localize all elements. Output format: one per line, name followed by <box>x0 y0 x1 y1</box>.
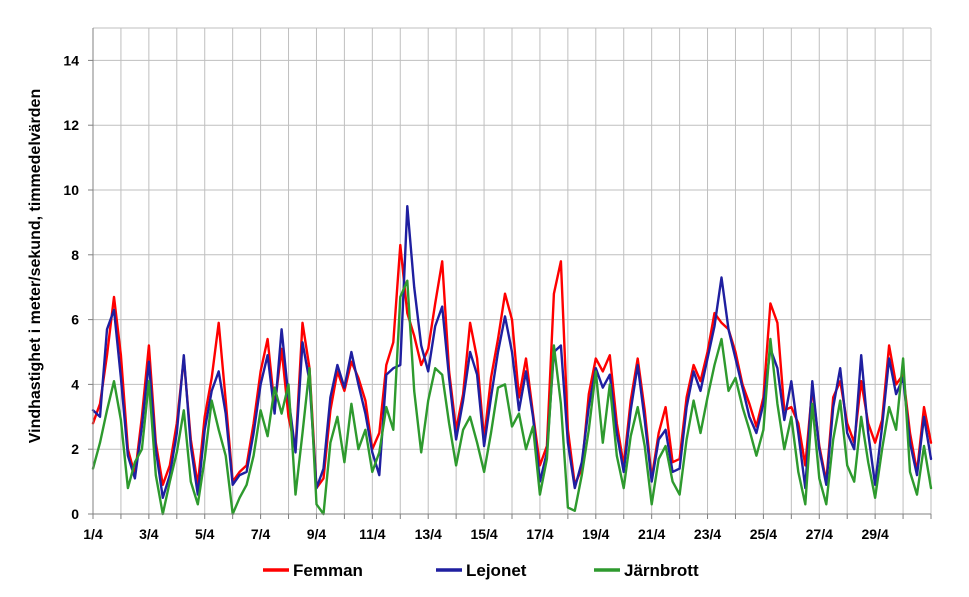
x-tick-label: 27/4 <box>805 526 833 542</box>
x-tick-label: 29/4 <box>861 526 889 542</box>
y-tick-label: 4 <box>71 376 79 393</box>
legend-item-lejonet <box>436 561 527 580</box>
y-axis-label: Vindhastighet i meter/sekund, timmedelvärden <box>27 88 44 444</box>
y-tick-label: 6 <box>71 311 79 328</box>
axes <box>88 28 931 519</box>
legend-label: Järnbrott <box>624 561 699 580</box>
x-tick-label: 19/4 <box>582 526 610 542</box>
x-tick-label: 25/4 <box>749 526 778 542</box>
y-tick-label: 8 <box>71 246 79 263</box>
y-tick-label: 2 <box>71 441 79 458</box>
x-tick-label: 3/4 <box>139 526 159 542</box>
y-tick-label: 0 <box>71 506 79 522</box>
x-tick-label: 5/4 <box>194 526 215 542</box>
y-tick-label: 14 <box>63 52 79 69</box>
legend-label: Femman <box>293 561 363 580</box>
x-tick-label: 13/4 <box>414 526 442 542</box>
x-tick-label: 15/4 <box>470 526 498 542</box>
x-tick-label: 7/4 <box>250 526 271 542</box>
x-tick-label: 23/4 <box>693 526 722 542</box>
x-tick-label: 9/4 <box>306 526 327 542</box>
grid-lines <box>93 28 931 514</box>
y-tick-label: 10 <box>63 182 79 198</box>
x-tick-labels <box>83 526 889 542</box>
y-tick-labels <box>63 52 79 522</box>
x-tick-label: 21/4 <box>638 526 666 542</box>
x-tick-label: 17/4 <box>526 526 554 542</box>
legend-item-femman <box>263 561 363 580</box>
y-tick-label: 12 <box>63 117 79 134</box>
legend-item-järnbrott <box>594 561 699 580</box>
legend <box>263 561 699 580</box>
x-tick-label: 11/4 <box>359 526 386 542</box>
legend-label: Lejonet <box>466 561 527 580</box>
x-tick-label: 1/4 <box>83 526 103 542</box>
